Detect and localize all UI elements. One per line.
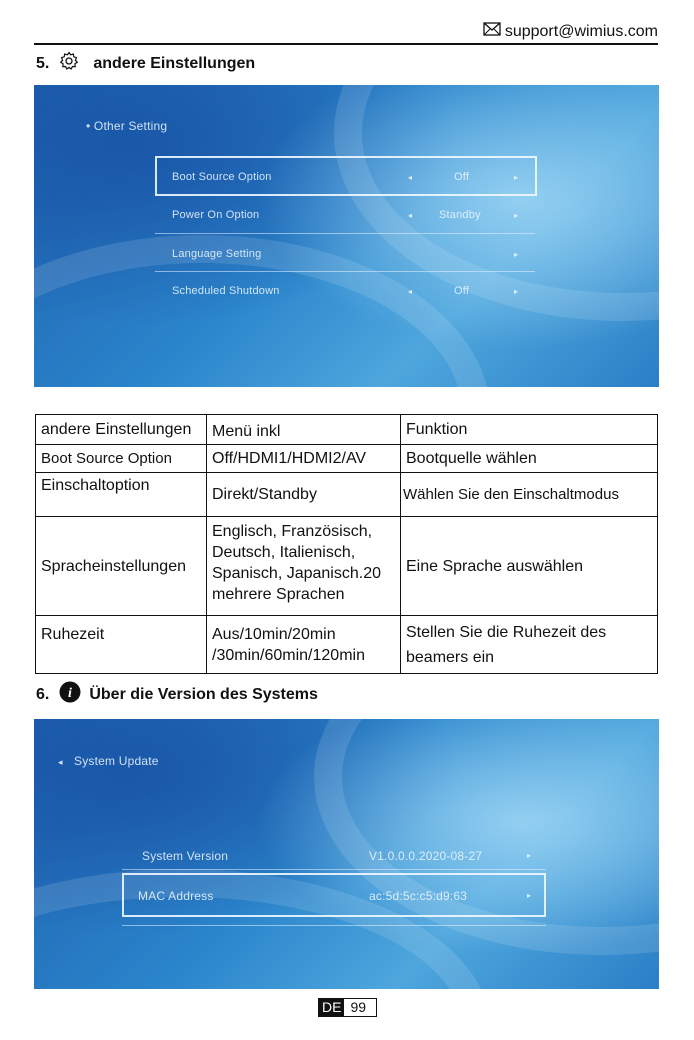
table-cell: Einschaltoption [36,473,207,517]
table-cell: Bootquelle wählen [401,445,658,473]
screen2-row-value: ac:5d:5c:c5:d9:63 [369,889,468,903]
screen1-row-label: Scheduled Shutdown [172,285,280,297]
row-divider [122,925,546,926]
row-divider [155,271,535,272]
table-cell: Spracheinstellungen [36,517,207,616]
section-6-heading [36,681,318,708]
table-cell: Direkt/Standby [207,473,401,517]
section-5-title: andere Einstellungen [93,54,256,72]
table-cell: Stellen Sie die Ruhezeit des beamers ein [401,616,658,674]
table-header-row [36,415,658,445]
table-header-cell: Menü inkl [207,415,401,445]
screen1-row-value: Off [454,171,470,183]
left-arrow-icon: ◂ [408,211,413,220]
page-number: 99 [350,999,367,1015]
table-cell: Ruhezeit [36,616,207,674]
section-5-number: 5. [36,54,50,72]
table-row [36,473,658,517]
right-arrow-icon: ▸ [514,211,519,220]
language-badge: DE [319,999,344,1016]
screen1-row-value: Off [454,285,470,297]
row-divider [155,233,535,234]
back-arrow-icon: ◂ [58,757,63,767]
screen1-heading: • Other Setting [86,119,168,133]
screen1-row-label: Boot Source Option [172,171,272,183]
right-arrow-icon: ▸ [527,851,532,860]
header-rule [34,43,658,45]
screen1-row-value: Standby [439,209,481,221]
section-6-title: Über die Version des Systems [89,685,318,703]
table-row [36,517,658,616]
page-footer [318,998,377,1017]
row-divider [122,869,546,870]
table-cell: Eine Sprache auswählen [401,517,658,616]
screen1-row-label: Power On Option [172,209,260,221]
table-cell: Aus/10min/20min /30min/60min/120min [207,616,401,674]
left-arrow-icon: ◂ [408,173,413,182]
envelope-icon [483,22,501,41]
table-header-cell: andere Einstellungen [36,415,207,445]
screen2-heading: System Update [74,754,159,768]
right-arrow-icon: ▸ [527,891,532,900]
table-header-cell: Funktion [401,415,658,445]
screen1-row-label: Language Setting [172,248,262,260]
section-5-heading [36,51,255,76]
screen2-row-label: MAC Address [138,889,214,903]
table-row [36,616,658,674]
table-cell: Off/HDMI1/HDMI2/AV [207,445,401,473]
right-arrow-icon: ▸ [514,287,519,296]
screen2-row-label: System Version [142,849,229,863]
support-email [483,22,658,41]
right-arrow-icon: ▸ [514,173,519,182]
screen2-row-value: V1.0.0.0.2020-08-27 [369,849,483,863]
table-row [36,445,658,473]
svg-text:i: i [68,686,73,701]
other-setting-screenshot [34,85,659,387]
support-email-text: support@wimius.com [504,22,658,40]
table-cell: Englisch, Französisch, Deutsch, Italienisch, Spanisch, Japanisch.20 mehrere Sprachen [207,517,401,616]
table-cell: Wählen Sie den Einschaltmodus [401,473,658,517]
section-6-number: 6. [36,685,50,703]
system-update-screenshot [34,719,659,989]
info-icon [59,681,81,708]
left-arrow-icon: ◂ [408,287,413,296]
settings-table [35,414,658,674]
right-arrow-icon: ▸ [514,250,519,259]
gear-icon [59,51,79,76]
table-cell: Boot Source Option [36,445,207,473]
